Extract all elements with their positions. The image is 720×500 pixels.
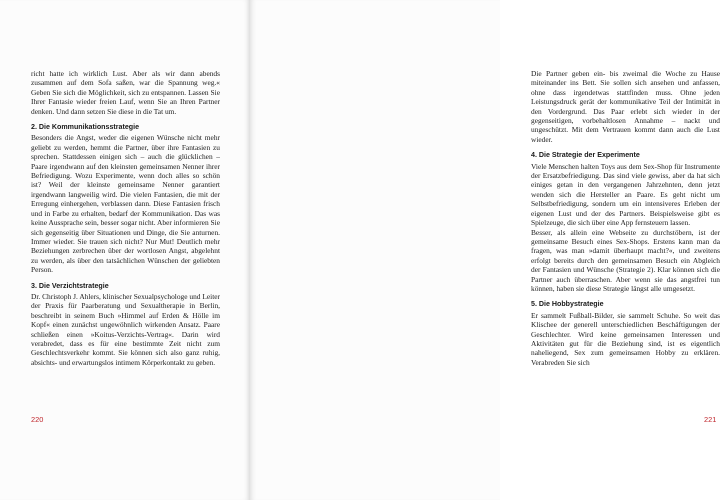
- left-page: [0, 0, 250, 500]
- hobbystrategie-paragraph: Er sammelt Fußball-Bilder, sie sammelt Schuhe. So weit das Klischee der generell unterschiedlichen Beschäftigungen der Geschlechter. Wird keine gemeinsamen Interessen und Aktivitäten gut für die Beziehung sind, ist es eigentlich naheliegend, Sex zum gemeinsamen Hobby zu erklären. Verabreden Sie sich: [531, 310, 720, 367]
- verzichtstrategie-paragraph: Dr. Christoph J. Ahlers, klinischer Sexualpsychologe und Leiter der Praxis für Paarberatung und Sexualtherapie in Berlin, beschreibt in seinem Buch »Himmel auf Erden & Hölle im Kopf« einen zunächst ungewöhnlich wirkenden Ansatz. Paare schließen einen »Koitus-Verzichts-Vertrag«. Darin wird verabredet, dass es für eine bestimmte Zeit nicht zum Geschlechtsverkehr kommt. Sie können sich also ganz ruhig, absichts- und erwartungslos intimem Körperkontakt zu geben.: [31, 291, 220, 367]
- experimente-paragraph-2: Besser, als allein eine Webseite zu durchstöbern, ist der gemeinsame Besuch eines Sex-Shops. Erstens kann man da fragen, was man »damit überhaupt macht?«, und zweitens erfolgt bereits durch den gemeinsamen Besuch ein Abgleich der Fantasien und Wünsche (Strategie 2). Klar können sich die Partner auch überraschen. Aber wenn sie das angstfrei tun können, haben sie diese Strategie längst alle umgesetzt.: [531, 227, 720, 293]
- heading-verzichtstrategie: 3. Die Verzichtstrategie: [31, 281, 109, 290]
- heading-hobbystrategie: 5. Die Hobbystrategie: [531, 300, 604, 309]
- kommunikationsstrategie-paragraph: Besonders die Angst, weder die eigenen Wünsche nicht mehr geliebt zu werden, hemmt die Partner, über ihre Fantasien zu sprechen. Stattdessen einigen sich – auch die glücklichen – Paare irgendwann auf den kleinsten gemeinsamen Nenner ihrer Befriedigung. Wozu Experimente, wenn doch alles so schön ist? Weil der kleinste gemeinsame Nenner garantiert irgendwann langweilig wird. Die vielen Fantasien, die mit der Erregung einhergehen, verblassen dann. Diese Fantasien frisch und in Farbe zu erhalten, bedarf der Kommunikation. Das was keine Aussprache sein, besser sogar nicht. Aber informieren Sie sich gegenseitig über Situationen und Dinge, die Sie anturnen. Immer wieder. Sie trauen sich nicht? Nur Mut! Deutlich mehr Beziehungen zerbrechen über der wortlosen Angst, abgelehnt zu werden, als über den tatsächlichen Wünschen der geliebten Person.: [31, 133, 220, 275]
- left-page-number: 220: [31, 415, 44, 424]
- heading-strategie-der-experimente: 4. Die Strategie der Experimente: [531, 151, 640, 160]
- right-page-text: [531, 69, 720, 367]
- right-intro-paragraph: Die Partner geben ein- bis zweimal die Woche zu Hause miteinander ins Bett. Sie sollen sich ansehen und anfassen, ohne dass irgendetwas stattfinden muss. Ohne jeden Leistungsdruck gerät der kommunikative Teil der Intimität in den Vordergrund. Das Paar erlebt sich wieder in der gegenseitigen, vorbehaltlosen Annahme – nackt und ungeschützt. Mit dem Vertrauen kommt dann auch die Lust wieder.: [531, 69, 720, 144]
- left-intro-paragraph: richt hatte ich wirklich Lust. Aber als wir dann abends zusammen auf dem Sofa saßen, war die Spannung weg.« Geben Sie sich die Möglichkeit, sich zu entspannen. Lassen Sie Ihrer Fantasie wieder freien Lauf, wenn Sie an Ihren Partner denken. Und dann setzen Sie diese in die Tat um.: [31, 69, 220, 116]
- right-page-number: 221: [704, 415, 717, 424]
- left-page-text: [31, 69, 220, 367]
- heading-kommunikationsstrategie: 2. Die Kommunikationsstrategie: [31, 123, 140, 132]
- right-page: [250, 0, 720, 500]
- experimente-paragraph-1: Viele Menschen halten Toys aus dem Sex-Shop für Instrumente der Ersatzbefriedigung. Das sind viele gewiss, aber da hat sich einiges getan in den vergangenen Jahrzehnten, denn jetzt wenden sich die Hersteller an Paare. Es geht nicht um Selbstbefriedigung, sondern um ein intensiveres Erleben der eigenen Lust und der des Partners. Beispielsweise gibt es Spielzeuge, die sich über eine App fernsteuern lassen.: [531, 161, 720, 228]
